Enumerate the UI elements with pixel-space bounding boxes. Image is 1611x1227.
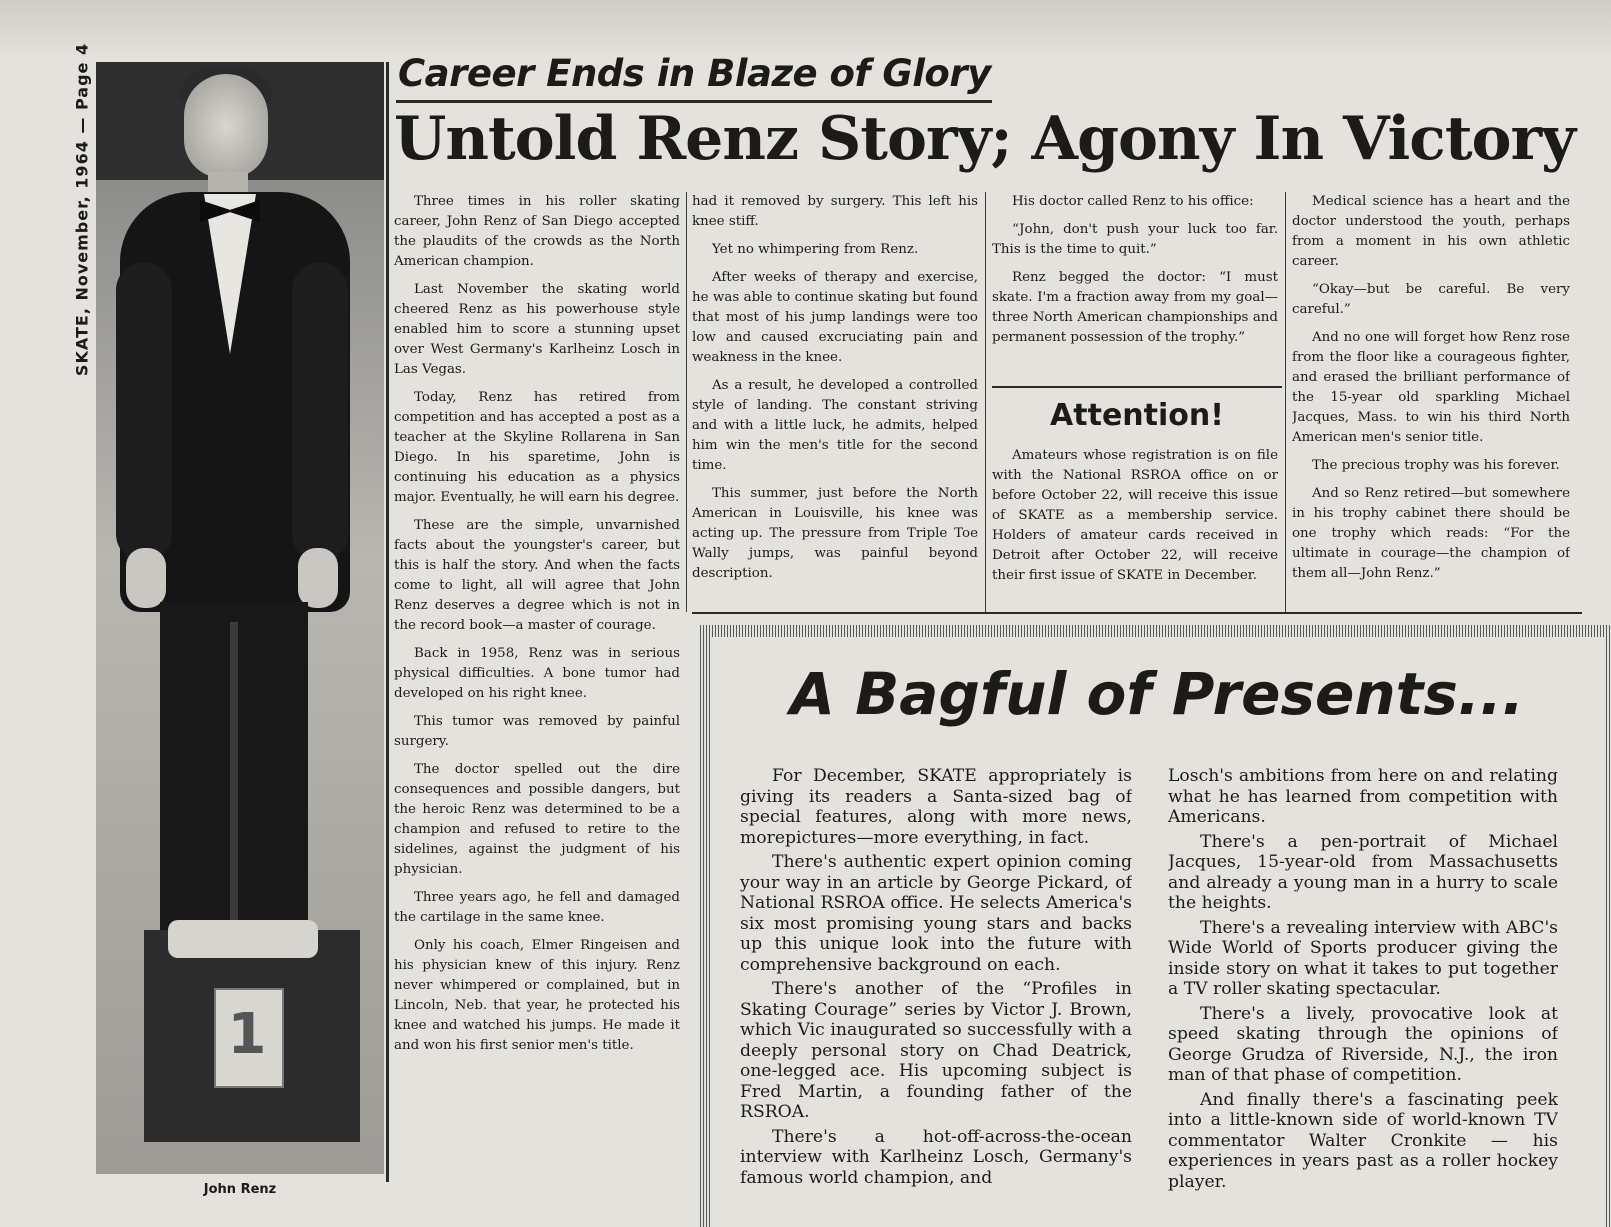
skater-photo xyxy=(96,62,384,1174)
article-headline: Untold Renz Story; Agony In Victory xyxy=(394,104,1576,174)
skater-hand-left xyxy=(126,548,166,608)
article-paragraph: Only his coach, Elmer Ringeisen and his physician knew of this injury. Renz never whimpered or complained, but in Lincoln, Neb. that year, he protected his knee and watched his jumps. He made it and won his first senior men's title. xyxy=(394,938,680,1053)
bagful-paragraph: For December, SKATE appropriately is giving its readers a Santa-sized bag of special features, along with more news, morepictures—more everything, in fact. xyxy=(740,766,1132,848)
photo-column-rule xyxy=(386,62,389,1182)
bagful-paragraph: There's authentic expert opinion coming your way in an article by George Pickard, of National RSROA office. He selects America's six most promising young stars and backs up this unique look into the future with comprehensive background on each. xyxy=(740,852,1132,975)
article-paragraph: Last November the skating world cheered Renz as his powerhouse style enabled him to score a stunning upset over West Germany's Karlheinz Losch in Las Vegas. xyxy=(394,282,680,377)
article-paragraph: Back in 1958, Renz was in serious physical difficulties. A bone tumor had developed on his right knee. xyxy=(394,646,680,701)
column-divider xyxy=(985,192,986,612)
bagful-column-2 xyxy=(1168,766,1558,1206)
article-column-4 xyxy=(1292,192,1570,612)
attention-heading: Attention! xyxy=(1050,398,1224,433)
bagful-paragraph: There's a revealing interview with ABC's Wide World of Sports producer giving the inside story on what it takes to put together a TV roller skating spectacular. xyxy=(1168,917,1558,999)
article-column-3 xyxy=(992,192,1278,408)
article-paragraph: And no one will forget how Renz rose from the floor like a courageous fighter, and erased the brilliant performance of the 15-year old sparkling Michael Jacques, Mass. to win his third North American men's senior title. xyxy=(1292,330,1570,445)
article-paragraph: After weeks of therapy and exercise, he was able to continue skating but found that most of his jump landings were too low and caused excruciating pain and weakness in the knee. xyxy=(692,270,978,365)
article-paragraph: As a result, he developed a controlled style of landing. The constant striving and with a little luck, he admits, helped him win the men's title for the second time. xyxy=(692,378,978,473)
article-paragraph: The doctor spelled out the dire consequences and possible dangers, but the heroic Renz was determined to be a champion and refused to retire to the sidelines, against the judgment of his physician. xyxy=(394,762,680,877)
article-paragraph: These are the simple, unvarnished facts about the youngster's career, but this is half the story. And when the facts come to light, all will agree that John Renz deserves a degree which is not in the record book—a master of courage. xyxy=(394,518,680,633)
article-kicker: Career Ends in Blaze of Glory xyxy=(398,52,991,95)
bagful-heading: A Bagful of Presents... xyxy=(790,660,1524,728)
podium-number: 1 xyxy=(227,1002,267,1067)
skater-skates xyxy=(168,920,318,958)
attention-rule xyxy=(992,386,1282,388)
article-paragraph: “Okay—but be careful. Be very careful.” xyxy=(1292,282,1570,317)
article-column-2 xyxy=(692,192,978,612)
skater-arm-right xyxy=(292,262,348,562)
bagful-paragraph: There's a lively, provocative look at speed skating through the opinions of George Grudza of Riverside, N.J., the iron man of that phase of competition. xyxy=(1168,1003,1558,1085)
article-paragraph: Three times in his roller skating career, John Renz of San Diego accepted the plaudits of the crowds as the North American champion. xyxy=(394,194,680,269)
skater-arm-left xyxy=(116,262,172,562)
page-fold-shadow xyxy=(0,0,1611,60)
article-paragraph: His doctor called Renz to his office: xyxy=(1012,194,1254,209)
article-paragraph: “John, don't push your luck too far. This is the time to quit.” xyxy=(992,222,1278,257)
bagful-paragraph: And finally there's a fascinating peek into a little-known side of world-known TV commentator Walter Cronkite — his experiences in years past as a roller hockey player. xyxy=(1168,1089,1558,1192)
column-divider xyxy=(1285,192,1286,612)
article-paragraph: Yet no whimpering from Renz. xyxy=(712,242,919,257)
article-paragraph: The precious trophy was his forever. xyxy=(1312,458,1560,473)
bagful-paragraph: Losch's ambitions from here on and relating what he has learned from competition with Americans. xyxy=(1168,766,1558,827)
section-rule xyxy=(692,612,1582,614)
article-paragraph: had it removed by surgery. This left his knee stiff. xyxy=(692,194,978,229)
running-head-text: SKATE, November, 1964 — Page 4 xyxy=(72,42,92,377)
bagful-column-1 xyxy=(740,766,1132,1206)
article-paragraph: This tumor was removed by painful surgery. xyxy=(394,714,680,749)
attention-notice: Amateurs whose registration is on file with the National RSROA office on or before October 22, will receive this issue of SKATE as a membership service. Holders of amateur cards received in Detroit after October 22, will receive their first issue of SKATE in December. xyxy=(992,448,1278,583)
skater-hand-right xyxy=(298,548,338,608)
article-paragraph: Three years ago, he fell and damaged the cartilage in the same knee. xyxy=(394,890,680,925)
article-column-1 xyxy=(394,192,680,1192)
skater-leg-gap xyxy=(230,622,238,932)
photo-caption: John Renz xyxy=(203,1182,277,1197)
article-paragraph: Medical science has a heart and the doctor understood the youth, perhaps from a moment in his own athletic career. xyxy=(1292,194,1570,269)
bagful-paragraph: There's another of the “Profiles in Skating Courage” series by Victor J. Brown, which Vic inaugurated so successfully with a deeply personal story on Chad Deatrick, one-legged ace. His upcoming subject is Fred Martin, a founding father of the RSROA. xyxy=(740,979,1132,1122)
bagful-paragraph: There's a hot-off-across-the-ocean interview with Karlheinz Losch, Germany's famous world champion, and xyxy=(740,1126,1132,1188)
article-paragraph: Renz begged the doctor: “I must skate. I'm a fraction away from my goal—three North American championships and permanent possession of the trophy.” xyxy=(992,270,1278,345)
column-divider xyxy=(686,192,687,612)
article-paragraph: This summer, just before the North American in Louisville, his knee was acting up. The pressure from Triple Toe Wally jumps, was painful beyond description. xyxy=(692,486,978,581)
kicker-underline xyxy=(396,100,992,103)
skater-head xyxy=(184,74,268,178)
article-paragraph: And so Renz retired—but somewhere in his trophy cabinet there should be one trophy which reads: “For the ultimate in courage—the champion of them all—John Renz.” xyxy=(1292,486,1570,581)
bagful-paragraph: There's a pen-portrait of Michael Jacques, 15-year-old from Massachusetts and already a young man in a hurry to scale the heights. xyxy=(1168,831,1558,913)
article-paragraph: Today, Renz has retired from competition and has accepted a post as a teacher at the Skyline Rollarena in San Diego. In his sparetime, John is continuing his education as a physics major. Eventually, he will earn his degree. xyxy=(394,390,680,505)
